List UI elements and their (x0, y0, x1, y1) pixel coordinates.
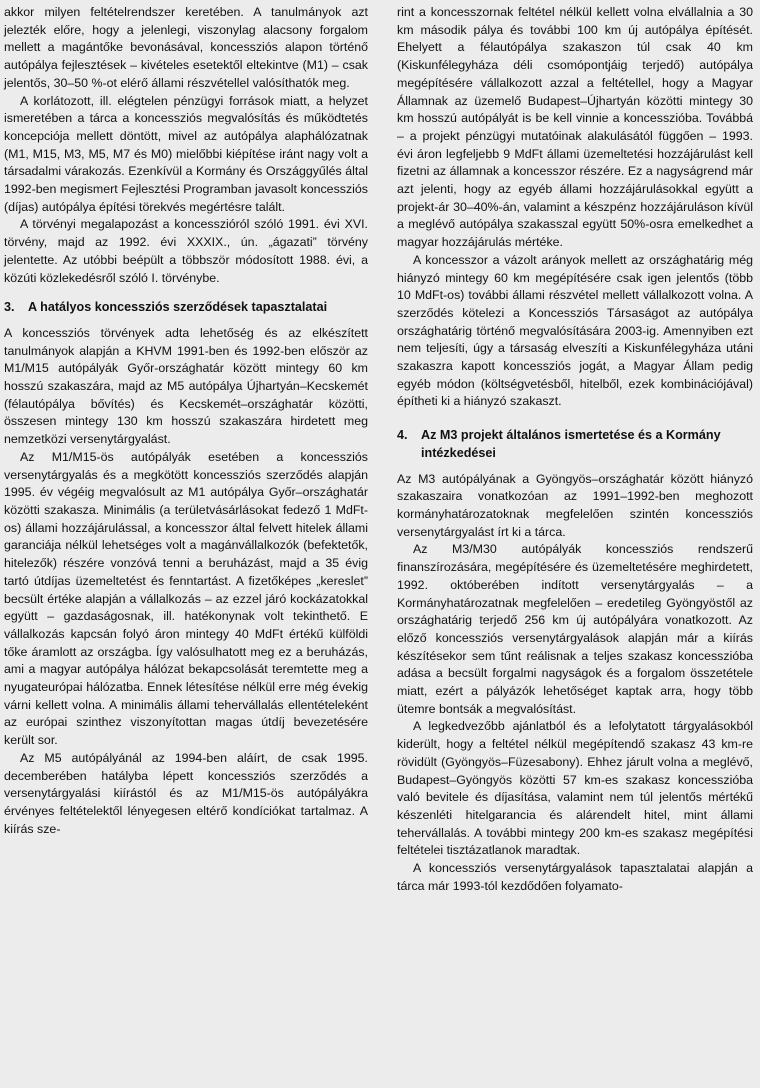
section-heading-4 (397, 427, 753, 462)
paragraph: Az M3/M30 autópályák koncessziós rendszerű finanszírozására, megépítésére és üzemeltetésére meghirdetett, 1992. októberében indított versenytárgyalás – a Kormányhatározatnak megfelelően – eredetileg Gyöngyöstől az országhatárig terjedő 256 km új autópályára vonatkozott. Az előző koncessziós versenytárgyalások alapján már a kiírás készítésekor sem tűnt reálisnak a teljes szakasz koncesszióba adása a becsült forgalmi nagyságok és a forgalom összetétele miatt, ezért a pályázók lehetőséget kaptak arra, hogy több ütemre bontsák a megvalósítást. (397, 542, 753, 716)
paragraph: Az M5 autópályánál az 1994-ben aláírt, de csak 1995. decemberében hatályba lépett koncessziós szerződés a versenytárgyalási kiírástól és az M1/M15-ös autópályákra érvényes feltételektől lényegesen eltérő kondíciókat tartalmaz. A kiírás sze- (4, 750, 368, 836)
paragraph: A koncesszor a vázolt arányok mellett az országhatárig még hiányzó mintegy 60 km megépítésére csak igen jelentős (több 10 MdFt-os) további állami részvétel mellett vállalkozott volna. A szerződés kötelezi a Koncessziós Társaságot az autópálya országhatárig történő megvalósítására 2003-ig. Amennyiben ezt nem teljesíti, úgy a társaság elveszíti a Kiskunfélegyháza utáni szakaszra kapott koncessziós jogát, a Magyar Állam pedig egyéb módon (költségvetésből, hitelből, ezek kombinációjával) építheti ki a hiányzó szakaszt. (397, 252, 753, 409)
paragraph: akkor milyen feltételrendszer keretében. A tanulmányok azt jelezték előre, hogy a jelenlegi, viszonylag alacsony forgalom mellett a magántőke bevonásával, koncessziós alapon történő autópálya fejlesztések – kivételes esetektől eltekintve (M1) – csak jelentős, 30–50 %-ot elérő állami részvétellel valósíthatók meg. (4, 5, 368, 90)
paragraph: A törvényi megalapozást a koncesszióról szóló 1991. évi XVI. törvény, majd az 1992. évi XXXIX., ún. „ágazati” törvény jelentette. Az utóbbi beépült a többször módosított 1988. évi, a közúti közlekedésről szóló I. törvénybe. (4, 217, 368, 285)
section-heading-3 (4, 299, 368, 317)
paragraph: rint a koncesszornak feltétel nélkül kellett volna elvállalnia a 30 km második pálya és további 100 km új autópálya építését. Ehelyett a félautópálya szakaszon túl csak 40 km (Kiskunfélegyháza déli csomópontjáig terjedő) autópálya megépítésére vállalkozott azzal a feltétellel, hogy a Magyar Államnak az üzemelő Budapest–Újhartyán közötti mintegy 30 km hosszú autópályát is be kell vinnie a koncesszióba. Továbbá – a projekt pénzügyi mutatóinak alakulásától függően – 1993. évi áron legfeljebb 9 MdFt állami üzemeltetési hozzájárulást kell fizetni az államnak a koncesszor részére. Ez a nagyságrend már azt jelenti, hogy az egyéb állami hozzájárulásokkal együtt a projekt-ár 30–40%-án, valamint a készpénz hozzájáruláson kívül a meglévő autópálya szakasszal együtt 50%-osra emelkedhet a magyar hozzájárulás mértéke. (397, 5, 753, 250)
paragraph: A koncessziós versenytárgyalások tapasztalatai alapján a tárca már 1993-tól kezdődően folyamato- (397, 861, 753, 893)
section-number: 4. (397, 428, 408, 443)
paragraph: Az M1/M15-ös autópályák esetében a koncessziós versenytárgyalás és a megkötött koncessziós szerződés alapján 1995. év végéig megvalósult az M1 autópálya Győr–országhatár közötti szakasza. Minimális (a területvásárlásokat fedező 1 MdFt-os) állami hozzájárulással, a koncesszor által felvett hitelek állami garanciája nélkül lehetséges volt a magánvállalkozók (befektetők, hitelezők) részére vonzóvá tenni a beruházást, majd a 35 évig tartó útdíjas üzemeltetést és fenntartást. A fizetőképes „kereslet” becsült értéke alapján a vállalkozás – az ezzel járó kockázatokkal együtt – gazdaságosnak, ill. hatékonynak volt tekinthető. E vállalkozás kapcsán folyó áron mintegy 40 MdFt értékű külföldi tőke áramlott az országba. Így valósulhatott meg ez a beruházás, ami a magyar autópálya hálózat bekapcsolását teremtette meg a nyugateurópai hálózatba. Ennek létesítése nélkül erre még évekig várni kellett volna. A minimális állami tehervállalás ellentételeként az európai szinthez viszonyítottan magas útdíj bevezetésére került sor. (4, 449, 368, 748)
paragraph: Az M3 autópályának a Gyöngyös–országhatár között hiányzó szakaszaira vonatkozóan az 1991–1992-ben meghozott kormányhatározatoknak megfelelően szintén koncessziós versenytárgyalást írt ki a tárca. (397, 471, 753, 539)
right-column (397, 4, 753, 895)
paragraph: A koncessziós törvények adta lehetőség és az elkészített tanulmányok alapján a KHVM 1991-ben és 1992-ben először az M1/M15 autópályák Győr-országhatár között mintegy 60 km hosszú szakaszára, majd az M5 autópálya Újhartyán–Kecskemét (félautópálya bővítés) és Kecskemét–országhatár közötti, összesen mintegy 130 km hosszú szakaszára hirdetett meg nemzetközi versenytárgyalást. (4, 325, 368, 447)
paragraph: A legkedvezőbb ajánlatból és a lefolytatott tárgyalásokból kiderült, hogy a feltétel nélkül megépítendő szakasz 43 km-re rövidült (Gyöngyös–Füzesabony). Ehhez járult volna a meglévő, Budapest–Gyöngyös közötti 57 km-es szakasz koncesszióba való bevitele és díjasítása, valamint nem túl jelentős mértékű készenléti hitelgarancia és alárendelt hitel, mint állami tehervállalás. A további mintegy 200 km-es szakasz megépítési feltételei tisztázatlanok maradtak. (397, 719, 753, 858)
left-column (4, 4, 368, 838)
section-title: A hatályos koncessziós szerződések tapasztalatai (28, 300, 328, 315)
paragraph: A korlátozott, ill. elégtelen pénzügyi források miatt, a helyzet ismeretében a tárca a koncessziós megvalósítás és működtetés koncepciója mellett döntött, mivel az autópálya alaphálózatnak (M1, M15, M3, M5, M7 és M0) mielőbbi kiépítése iránt nagy volt a társadalmi várakozás. Ezenkívül a Kormány és Országgyűlés által 1992-ben megismert Fejlesztési Programban javasolt koncessziós (díjas) autópálya építési törekvés megértésre talált. (4, 93, 368, 214)
section-number: 3. (4, 300, 15, 315)
section-title: Az M3 projekt általános ismertetése és a Kormány intézkedései (421, 428, 721, 460)
